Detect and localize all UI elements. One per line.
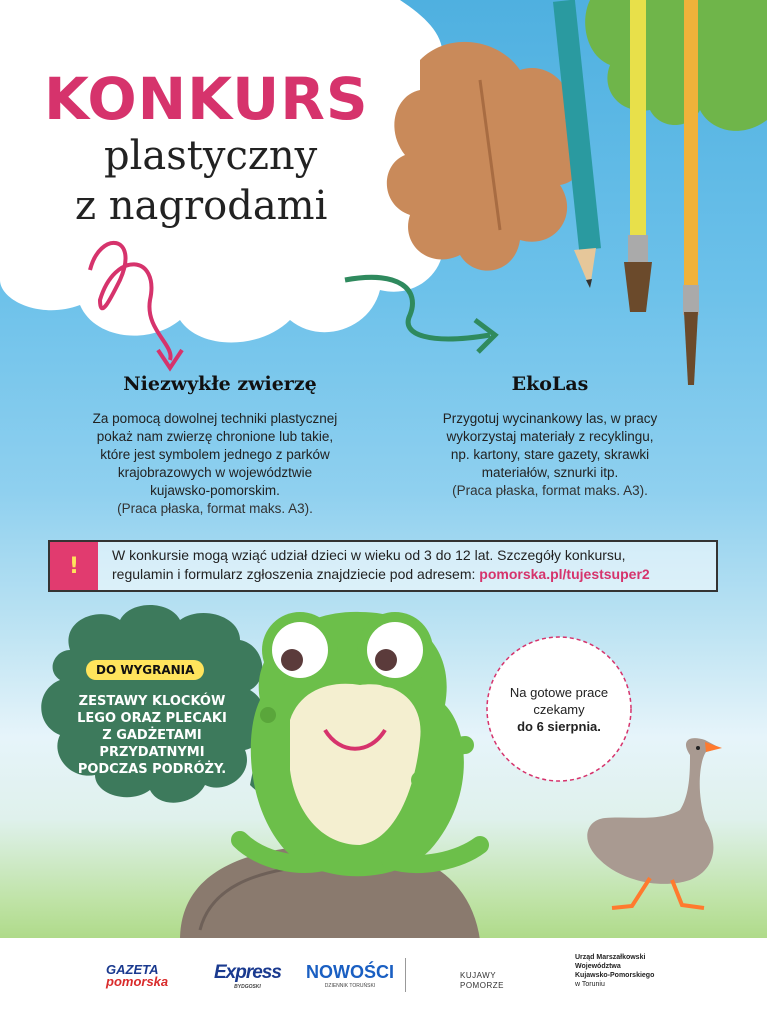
- category-line: materiałów, sznurki itp.: [481, 465, 619, 480]
- logo-text: Express: [214, 962, 281, 983]
- gazeta-pomorska-logo[interactable]: [106, 964, 168, 988]
- title-line-plastyczny: plastyczny: [104, 133, 318, 179]
- category-line: Przygotuj wycinankowy las, w pracy: [442, 411, 658, 426]
- category-line: pokaż nam zwierzę chronione lub takie,: [96, 429, 334, 444]
- category-note: (Praca płaska, format maks. A3).: [117, 501, 313, 516]
- prize-badge: DO WYGRANIA: [86, 660, 204, 680]
- deadline-text: [488, 638, 630, 780]
- category-line: które jest symbolem jednego z parków: [100, 447, 330, 462]
- notice-text: [112, 546, 712, 584]
- category-note: (Praca płaska, format maks. A3).: [452, 483, 648, 498]
- category-line: Za pomocą dowolnej techniki plastycznej: [92, 411, 338, 426]
- brush-icon: [683, 0, 699, 385]
- kujawy-pomorze-logo[interactable]: [460, 971, 504, 991]
- urzad-marszalkowski-logo[interactable]: [575, 953, 654, 989]
- category-line: np. kartony, stare gazety, skrawki: [450, 447, 650, 462]
- notice-line: W konkursie mogą wziąć udział dzieci w wieku od 3 do 12 lat. Szczegóły konkursu,: [112, 547, 626, 563]
- category-description-2: [385, 410, 715, 500]
- frog-illustration: [240, 612, 480, 876]
- logo-text: POMORZE: [460, 981, 504, 990]
- category-line: wykorzystaj materiały z recyklingu,: [446, 429, 654, 444]
- logo-subtext: DZIENNIK TORUŃSKI: [324, 983, 376, 989]
- express-bydgoski-logo[interactable]: [214, 962, 281, 990]
- title-line-z-nagrodami: z nagrodami: [75, 183, 328, 229]
- prize-line: PODCZAS PODRÓŻY.: [77, 762, 227, 777]
- logo-text: Kujawsko-Pomorskiego: [575, 972, 655, 979]
- logo-text: Urząd Marszałkowski: [575, 954, 646, 961]
- logo-text: Województwa: [575, 963, 621, 970]
- deadline-line: Na gotowe prace: [509, 684, 609, 700]
- contest-url-link[interactable]: pomorska.pl/tujestsuper2: [479, 566, 650, 582]
- category-heading-niezwykle-zwierze: Niezwykłe zwierzę: [123, 373, 317, 395]
- title-konkurs: KONKURS: [44, 65, 369, 133]
- prize-line: ZESTAWY KLOCKÓW: [78, 694, 226, 709]
- prize-line: PRZYDATNYMI: [99, 745, 205, 760]
- category-description-1: [50, 410, 380, 518]
- logo-subtext: BYDGOSKI: [234, 984, 261, 990]
- logo-text: pomorska: [106, 974, 169, 989]
- nowosci-logo[interactable]: [306, 962, 394, 989]
- logo-text: NOWOŚCI: [306, 962, 394, 982]
- logo-text: KUJAWY: [460, 971, 497, 980]
- green-leaf-icon: [585, 0, 767, 131]
- category-line: kujawsko-pomorskim.: [150, 483, 280, 498]
- exclamation-icon: !: [50, 542, 98, 590]
- category-heading-ekolas: EkoLas: [511, 373, 589, 395]
- footer-divider: [405, 958, 406, 992]
- logo-text: w Toruniu: [575, 981, 605, 988]
- prize-line: Z GADŻETAMI: [102, 728, 202, 743]
- prize-line: LEGO ORAZ PLECAKI: [77, 711, 227, 726]
- prize-text: [62, 693, 242, 778]
- notice-line: regulamin i formularz zgłoszenia znajdziecie pod adresem:: [112, 566, 476, 582]
- deadline-date: do 6 sierpnia.: [517, 718, 601, 734]
- logo-text: GAZETA: [106, 962, 159, 977]
- category-line: krajobrazowych w województwie: [117, 465, 313, 480]
- deadline-line: czekamy: [533, 701, 585, 717]
